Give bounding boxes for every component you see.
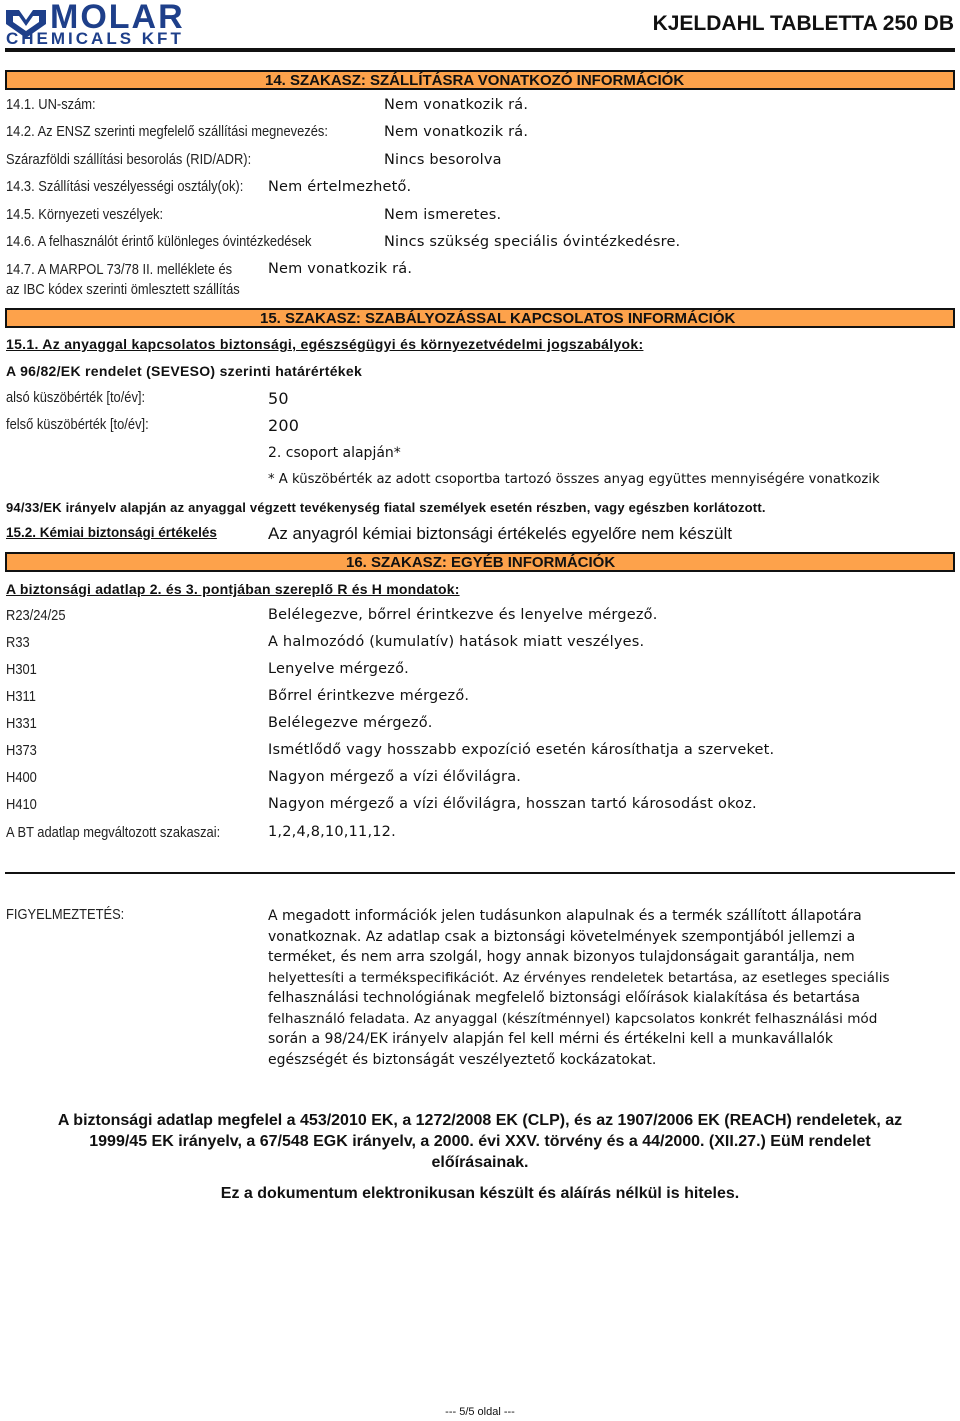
changed-sections-label: A BT adatlap megváltozott szakaszai: — [6, 824, 221, 841]
section-15-title: 15. SZAKASZ: SZABÁLYOZÁSSAL KAPCSOLATOS INFORMÁCIÓK — [260, 310, 736, 327]
warning-line: felhasználási technológiának megfelelő biztonsági előírások kialakítása és betartása — [268, 990, 861, 1006]
warning-line: felhasználó feladata. Az anyaggal (készítménnyel) kapcsolatos konkrét felhasználási mód — [268, 1010, 878, 1027]
phrase-code: H373 — [6, 742, 37, 759]
s14-row-label: 14.2. Az ENSZ szerinti megfelelő szállítási megnevezés: — [6, 123, 328, 140]
warning-line: helyettesíti a termékspecifikációt. Az érvényes rendeletek betartása, az esetleges speciális — [268, 969, 890, 986]
s14-row-value: Nem vonatkozik rá. — [268, 261, 413, 277]
changed-sections-value: 1,2,4,8,10,11,12. — [268, 824, 396, 840]
warning-line: során a 98/24/EK irányelv alapján fel kell mérni és értékelni kell a munkavállalók — [268, 1031, 833, 1047]
chemical-safety-assessment-value: Az anyagról kémiai biztonsági értékelés egyelőre nem készült — [268, 524, 732, 543]
regulation-line: A biztonsági adatlap megfelel a 453/2010 EK, a 1272/2008 EK (CLP), és az 1907/2006 EK (REACH) rendeletek, az — [57, 1112, 903, 1129]
phrase-code: R23/24/25 — [6, 607, 66, 624]
document-title: KJELDAHL TABLETTA 250 DB — [652, 12, 954, 35]
header-rule — [5, 48, 955, 52]
seveso-group: 2. csoport alapján* — [268, 445, 401, 461]
electronic-document-note: Ez a dokumentum elektronikusan készült és aláírás nélkül is hiteles. — [220, 1185, 740, 1202]
warning-line: vonatkoznak. Az adatlap csak a biztonsági követelmények szempontjából jellemzi a — [268, 928, 856, 945]
section-14-header — [5, 70, 955, 90]
section-16-title: 16. SZAKASZ: EGYÉB INFORMÁCIÓK — [346, 554, 616, 571]
page-number: --- 5/5 oldal --- — [445, 1406, 515, 1418]
s14-row-value: Nem vonatkozik rá. — [384, 97, 529, 113]
logo-wordmark: MOLAR — [50, 0, 185, 36]
phrase-text: Lenyelve mérgező. — [268, 661, 409, 677]
s14-row-label: 14.3. Szállítási veszélyességi osztály(ok): — [6, 178, 244, 195]
s14-row-value: Nincs besorolva — [384, 152, 502, 168]
phrase-text: Belélegezve, bőrrel érintkezve és lenyelve mérgező. — [268, 607, 658, 623]
phrase-code: H331 — [6, 715, 37, 732]
warning-line: A megadott információk jelen tudásunkon alapulnak és a termék szállított állapotára — [268, 908, 862, 924]
logo-subtitle: CHEMICALS KFT — [6, 29, 184, 48]
lower-threshold-label: alsó küszöbérték [to/év]: — [6, 389, 146, 406]
s15-subsection-1-title: 15.1. Az anyaggal kapcsolatos biztonsági, egészségügyi és környezetvédelmi jogszabályok: — [6, 336, 644, 352]
s15-subsection-2-title: 15.2. Kémiai biztonsági értékelés — [6, 525, 217, 540]
regulation-statement — [0, 1110, 960, 1173]
warning-line: terméket, és nem arra szolgál, hogy annak bizonyos tulajdonságait garantálja, nem — [268, 949, 855, 965]
s14-row-label: 14.5. Környezeti veszélyek: — [6, 206, 164, 223]
upper-threshold-label: felső küszöbérték [to/év]: — [6, 416, 149, 433]
phrase-code: H410 — [6, 796, 37, 813]
section-15-header — [5, 308, 955, 328]
warning-text — [268, 906, 948, 1070]
s14-row-value: Nem értelmezhető. — [268, 179, 412, 195]
warning-line: egészségét és biztonságát veszélyeztető kockázatokat. — [268, 1051, 657, 1068]
seveso-footnote: * A küszöbérték az adott csoportba tartozó összes anyag együttes mennyiségére vonatkozik — [268, 472, 880, 487]
phrase-text: Nagyon mérgező a vízi élővilágra, hosszan tartó károsodást okoz. — [268, 796, 757, 812]
s14-row-label: Szárazföldi szállítási besorolás (RID/ADR): — [6, 151, 252, 168]
regulation-line: előírásainak. — [431, 1154, 529, 1171]
regulation-line: 1999/45 EK irányelv, a 67/548 EGK irányelv, a 2000. évi XXV. törvény és a 44/2000. (XII.27.) EüM rendelet — [89, 1133, 871, 1150]
directive-94-33-ek: 94/33/EK irányelv alapján az anyaggal végzett tevékenység fiatal személyek esetén részben, vagy egészben korlátozott. — [6, 500, 766, 515]
s14-row-label: 14.7. A MARPOL 73/78 II. melléklete és — [6, 261, 233, 278]
section-14-title: 14. SZAKASZ: SZÁLLÍTÁSRA VONATKOZÓ INFORMÁCIÓK — [265, 72, 685, 89]
phrase-code: H311 — [6, 688, 36, 705]
lower-threshold-value: 50 — [268, 389, 289, 408]
seveso-heading: A 96/82/EK rendelet (SEVESO) szerinti határértékek — [6, 363, 363, 379]
upper-threshold-value: 200 — [268, 416, 300, 435]
phrase-code: H301 — [6, 661, 37, 678]
phrase-text: Belélegezve mérgező. — [268, 715, 433, 731]
s14-row-value: Nem vonatkozik rá. — [384, 124, 529, 140]
s14-row-label-continued: az IBC kódex szerinti ömlesztett szállítás — [6, 281, 240, 298]
phrase-text: Ismétlődő vagy hosszabb expozíció esetén károsíthatja a szerveket. — [268, 742, 775, 758]
r-h-phrases-heading: A biztonsági adatlap 2. és 3. pontjában szereplő R és H mondatok: — [6, 581, 460, 597]
warning-label: FIGYELMEZTETÉS: — [6, 906, 125, 923]
section-16-header — [5, 552, 955, 572]
phrase-text: A halmozódó (kumulatív) hatások miatt veszélyes. — [268, 634, 645, 650]
s14-row-value: Nincs szükség speciális óvintézkedésre. — [384, 234, 681, 250]
phrase-code: H400 — [6, 769, 37, 786]
phrase-text: Nagyon mérgező a vízi élővilágra. — [268, 769, 522, 785]
s14-row-label: 14.1. UN-szám: — [6, 96, 96, 113]
s14-row-value: Nem ismeretes. — [384, 207, 502, 223]
phrase-text: Bőrrel érintkezve mérgező. — [268, 688, 470, 704]
phrase-code: R33 — [6, 634, 30, 651]
s14-row-label: 14.6. A felhasználót érintő különleges óvintézkedések — [6, 233, 312, 250]
divider — [5, 872, 955, 874]
